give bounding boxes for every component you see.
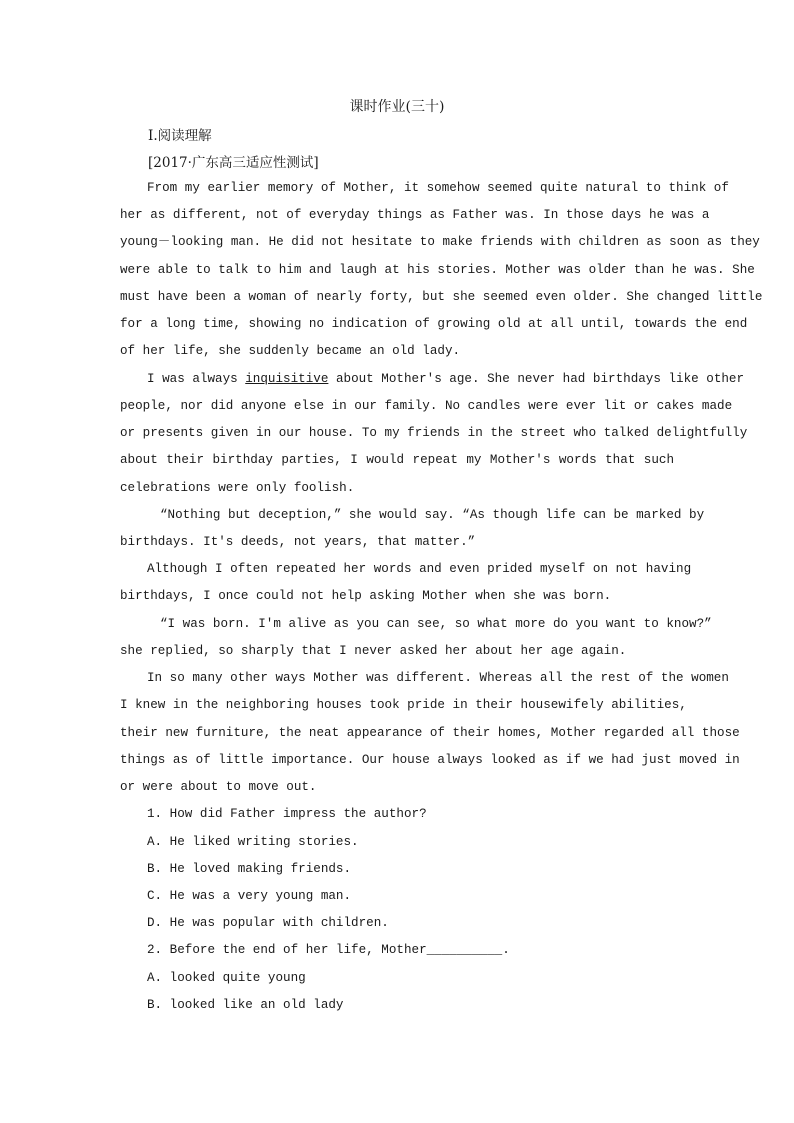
passage-line: I knew in the neighboring houses took pride in their housewifely abilities, (120, 698, 687, 712)
passage-line: celebrations were only foolish. (120, 481, 355, 495)
source-label: [2017·广东高三适应性测试] (148, 155, 319, 171)
passage-line: she replied, so sharply that I never asked her about her age again. (120, 644, 627, 658)
passage-line: birthdays. It's deeds, not years, that matter.” (120, 535, 476, 549)
passage-line: or were about to move out. (120, 780, 317, 794)
passage-line: In so many other ways Mother was different. Whereas all the rest of the women (147, 671, 729, 685)
answer-option: D. He was popular with children. (147, 916, 389, 930)
passage-line: From my earlier memory of Mother, it somehow seemed quite natural to think of (147, 181, 729, 195)
passage-line: birthdays, I once could not help asking Mother when she was born. (120, 589, 612, 603)
answer-option: A. He liked writing stories. (147, 835, 359, 849)
underlined-word: inquisitive (245, 372, 329, 386)
passage-line: young－looking man. He did not hesitate to make friends with children as soon as they (120, 235, 760, 249)
passage-line (147, 369, 745, 389)
passage-line: “I was born. I'm alive as you can see, so what more do you want to know?” (160, 617, 712, 631)
passage-line: about their birthday parties, I would repeat my Mother's words that such (120, 453, 674, 467)
passage-text: about Mother's age. She never had birthdays like other (328, 372, 745, 386)
passage-line: were able to talk to him and laugh at his stories. Mother was older than he was. She (120, 263, 755, 277)
passage-line: of her life, she suddenly became an old lady. (120, 344, 461, 358)
passage-line: their new furniture, the neat appearance of their homes, Mother regarded all those (120, 726, 740, 740)
answer-option: A. looked quite young (147, 971, 306, 985)
passage-line: “Nothing but deception,” she would say. “As though life can be marked by (160, 508, 705, 522)
passage-line: Although I often repeated her words and even prided myself on not having (147, 562, 692, 576)
passage-line: or presents given in our house. To my friends in the street who talked delightfully (120, 426, 748, 440)
answer-option: B. He loved making friends. (147, 862, 352, 876)
question-stem: 2. Before the end of her life, Mother__________. (147, 943, 510, 957)
passage-line: must have been a woman of nearly forty, but she seemed even older. She changed little (120, 290, 763, 304)
section-heading: Ⅰ.阅读理解 (148, 128, 212, 144)
passage-line: things as of little importance. Our house always looked as if we had just moved in (120, 753, 740, 767)
passage-text: I was always (147, 372, 246, 386)
page-title: 课时作业(三十) (349, 99, 445, 115)
answer-option: B. looked like an old lady (147, 998, 344, 1012)
question-stem: 1. How did Father impress the author? (147, 807, 427, 821)
passage-line: her as different, not of everyday things as Father was. In those days he was a (120, 208, 710, 222)
passage-line: people, nor did anyone else in our family. No candles were ever lit or cakes made (120, 399, 733, 413)
passage-line: for a long time, showing no indication of growing old at all until, towards the end (120, 317, 748, 331)
answer-option: C. He was a very young man. (147, 889, 352, 903)
